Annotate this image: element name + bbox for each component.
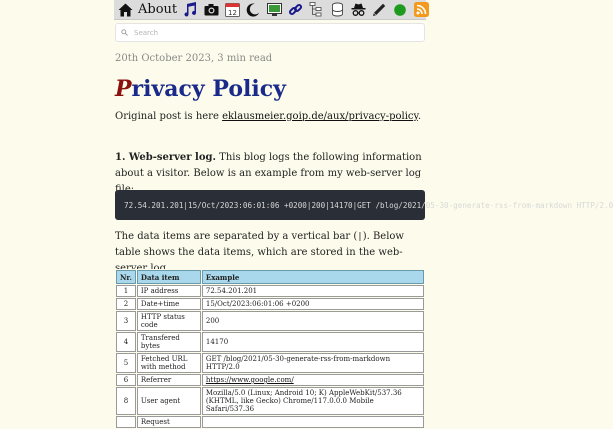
table-header-row [116,270,424,284]
cell-data-item: Transfered bytes [137,332,201,352]
table-row [116,387,424,415]
cell-example: 200 [202,311,424,331]
original-post-paragraph [115,109,425,125]
home-icon[interactable] [116,1,134,19]
code-line: 72.54.201.201|15/Oct/2023:06:01:06 +0200|200|14170|GET /blog/2021/05-30-generate-rss-from-markdown HTTP/2.0 [124,201,613,210]
cell-data-item: IP address [137,285,201,297]
cell-example: GET /blog/2021/05-30-generate-rss-from-markdown HTTP/2.0 [202,353,424,373]
title-text: rivacy Policy [131,76,286,102]
monitor-icon[interactable] [265,1,283,19]
column-header-nr: Nr. [116,270,136,284]
moon-icon[interactable] [244,1,262,19]
page-title [115,74,425,104]
sep-bar: | [357,232,363,242]
orig-prefix: Original post is here [115,111,223,122]
search-box [115,23,425,42]
cell-example [202,374,424,386]
cell-nr: 4 [116,332,136,352]
cell-data-item: HTTP status code [137,311,201,331]
table-row [116,285,424,297]
cell-data-item: Referrer [137,374,201,386]
search-icon [121,29,128,36]
table-row [116,332,424,352]
link-icon[interactable] [286,1,304,19]
table-row [116,353,424,373]
sep-text-2: ). Below table shows the data items, which are stored in the web- [115,231,404,258]
cell-nr: 6 [116,374,136,386]
sep-text-1: The data items are separated by a vertical bar ( [115,231,358,242]
section-heading: 1. Web-server log. [115,152,216,163]
cell-data-item: User agent [137,387,201,415]
database-icon[interactable] [328,1,346,19]
sitemap-icon[interactable] [307,1,325,19]
cell-data-item: Fetched URL with method [137,353,201,373]
table-row [116,311,424,331]
cell-nr: 3 [116,311,136,331]
section-text: This blog logs the following information about a visitor. Below is an example from my web-server log [115,152,422,179]
cell-example: 14170 [202,332,424,352]
column-header-data-item: Data item [137,270,201,284]
music-icon[interactable] [181,1,199,19]
calendar-day: 12 [227,8,237,17]
camera-icon[interactable] [202,1,220,19]
cell-example: Mozilla/5.0 (Linux; Android 10; K) AppleWebKit/537.36 (KHTML, like Gecko) Chrome/117.0.0.0 Mobile Safari/537.36 [202,387,424,415]
cell-nr [116,416,136,428]
cell-nr: 2 [116,298,136,310]
table-row [116,374,424,386]
calendar-icon[interactable] [223,1,241,19]
log-code-block [115,190,613,220]
incognito-icon[interactable] [349,1,367,19]
table-row [116,298,424,310]
about-link[interactable]: About [138,2,178,17]
cell-data-item: Date+time [137,298,201,310]
top-nav-bar [114,0,426,20]
cell-nr: 8 [116,387,136,415]
green-dot-icon[interactable] [391,1,409,19]
search-input[interactable] [134,29,414,37]
cell-example: 72.54.201.201 [202,285,424,297]
cell-example: 15/Oct/2023:06:01:06 +0200 [202,298,424,310]
title-dropcap: P [115,76,132,102]
log-data-table [115,269,425,429]
rss-icon[interactable] [412,1,430,19]
cell-example [202,416,424,428]
post-meta: 20th October 2023, 3 min read [115,53,273,64]
original-post-link[interactable]: eklausmeier.goip.de/aux/privacy-policy [222,111,418,122]
table-row [116,416,424,428]
cell-nr: 5 [116,353,136,373]
referrer-link[interactable]: https://www.google.com/ [205,376,294,384]
cell-nr: 1 [116,285,136,297]
column-header-example: Example [202,270,424,284]
cell-data-item: Request [137,416,201,428]
orig-suffix: . [417,111,421,122]
pen-icon[interactable] [370,1,388,19]
